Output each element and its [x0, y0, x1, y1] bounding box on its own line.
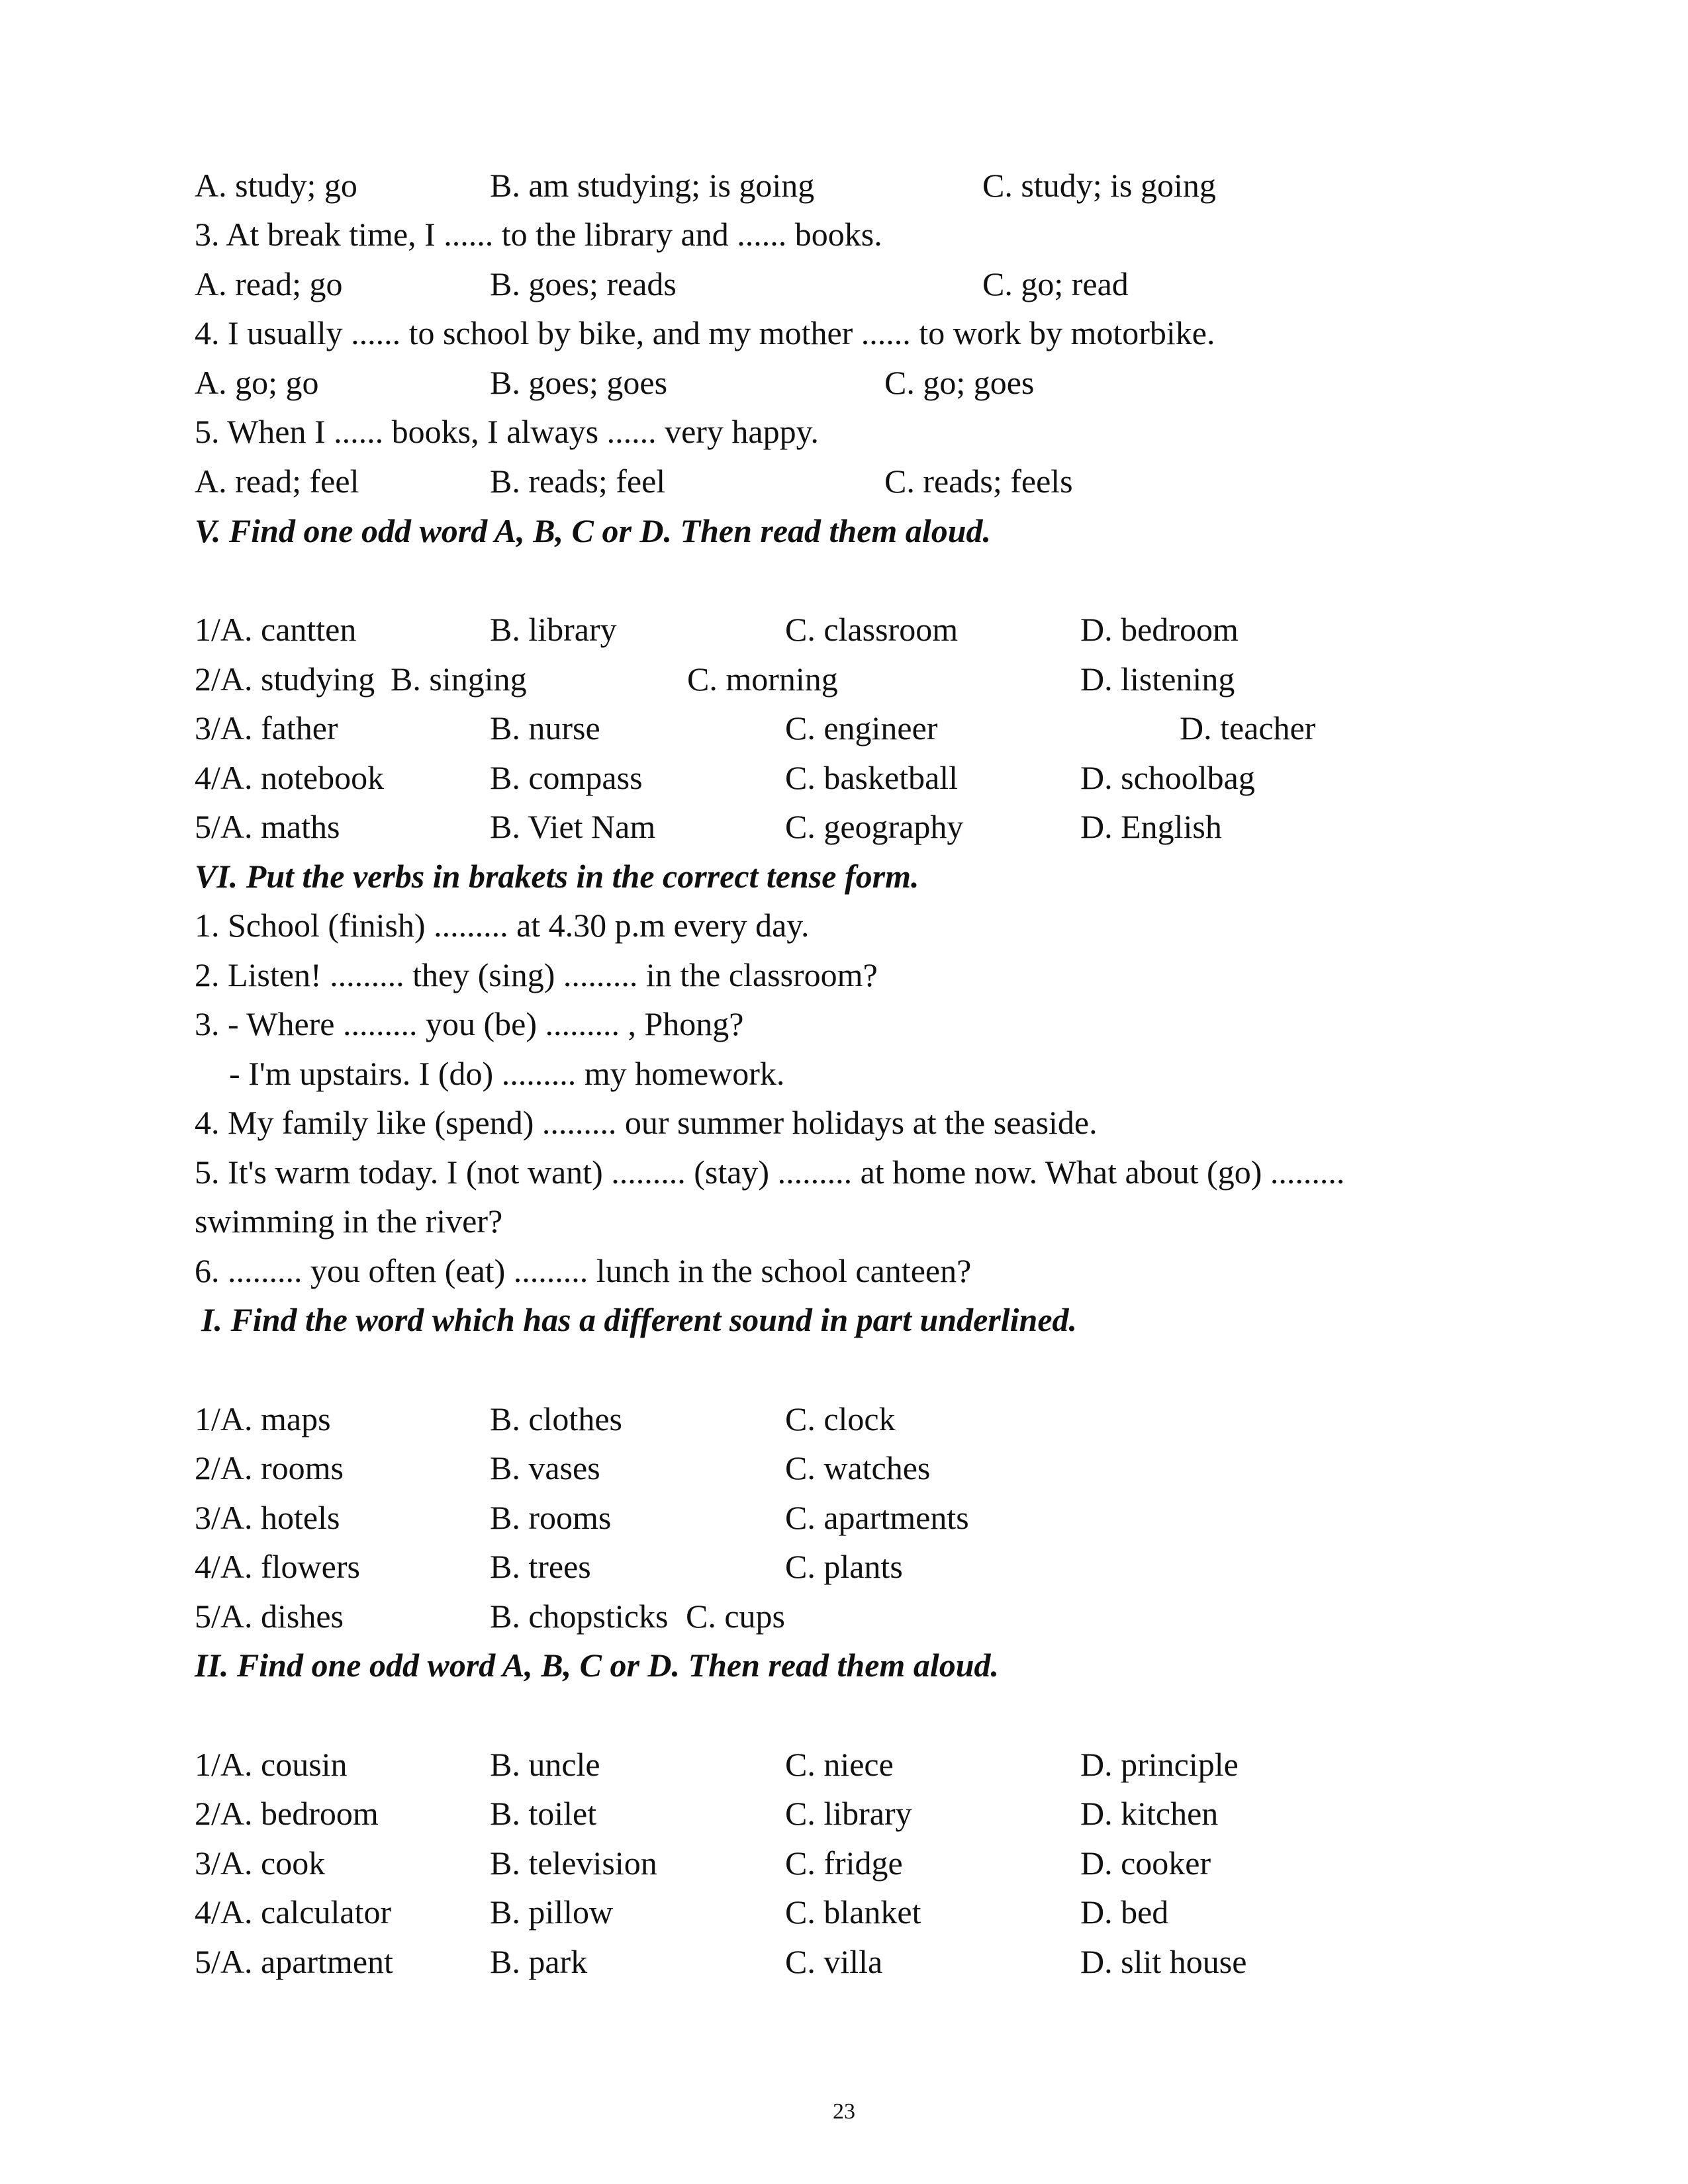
- option-d: D. slit house: [1080, 1943, 1247, 1980]
- heading-text: VI. Put the verbs in brakets in the correct tense form.: [195, 858, 919, 895]
- line-text: 2. Listen! ......... they (sing) ......... in the classroom?: [195, 956, 878, 993]
- option-d: D. schoolbag: [1080, 759, 1255, 796]
- option-d: D. bedroom: [1080, 611, 1239, 648]
- option-d: D. teacher: [1180, 709, 1316, 747]
- option-a: A. read; feel: [195, 463, 359, 500]
- line-text: 4. My family like (spend) ......... our summer holidays at the seaside.: [195, 1104, 1098, 1141]
- option-c: C. geography: [785, 808, 964, 845]
- option-b: B. Viet Nam: [490, 808, 656, 845]
- option-a: 3/A. hotels: [195, 1499, 340, 1536]
- heading-text: II. Find one odd word A, B, C or D. Then read them aloud.: [195, 1647, 1000, 1684]
- option-c: C. library: [785, 1795, 912, 1832]
- option-d: D. English: [1080, 808, 1222, 845]
- option-b: B. pillow: [490, 1893, 614, 1931]
- option-a: 5/A. maths: [195, 808, 340, 845]
- question-text: 4. I usually ...... to school by bike, and my mother ...... to work by motorbike.: [195, 314, 1215, 351]
- option-b: B. clothes: [490, 1400, 622, 1437]
- option-b: B. rooms: [490, 1499, 612, 1536]
- option-d: D. listening: [1080, 660, 1235, 698]
- option-c: C. fridge: [785, 1844, 903, 1882]
- question-text: 3. At break time, I ...... to the library and ...... books.: [195, 216, 882, 253]
- line-text: 1. School (finish) ......... at 4.30 p.m every day.: [195, 907, 810, 944]
- option-b: B. chopsticks: [490, 1598, 669, 1635]
- option-a: 2/A. rooms: [195, 1449, 344, 1486]
- option-c: C. villa: [785, 1943, 883, 1980]
- option-a: 5/A. dishes: [195, 1598, 344, 1635]
- option-b: B. compass: [490, 759, 643, 796]
- option-b: B. goes; reads: [490, 265, 677, 302]
- option-b: B. am studying; is going: [490, 167, 815, 204]
- heading-text: I. Find the word which has a different sound in part underlined.: [201, 1301, 1078, 1338]
- option-b: B. park: [490, 1943, 588, 1980]
- option-b: B. uncle: [490, 1746, 600, 1783]
- option-c: C. go; goes: [884, 364, 1035, 401]
- option-c: C. cups: [686, 1598, 785, 1635]
- option-c: C. reads; feels: [884, 463, 1073, 500]
- option-c: C. study; is going: [982, 167, 1216, 204]
- option-a: 4/A. flowers: [195, 1548, 360, 1585]
- option-b: B. reads; feel: [490, 463, 666, 500]
- option-c: C. niece: [785, 1746, 894, 1783]
- option-b: B. nurse: [490, 709, 600, 747]
- option-b: B. goes; goes: [490, 364, 668, 401]
- option-a: 3/A. cook: [195, 1844, 326, 1882]
- option-c: C. apartments: [785, 1499, 969, 1536]
- line-text: 5. It's warm today. I (not want) ......... (stay) ......... at home now. What about (go) .........: [195, 1154, 1345, 1191]
- option-d: D. kitchen: [1080, 1795, 1219, 1832]
- option-c: C. go; read: [982, 265, 1129, 302]
- option-a: 4/A. calculator: [195, 1893, 392, 1931]
- option-d: D. bed: [1080, 1893, 1169, 1931]
- option-a: 1/A. maps: [195, 1400, 331, 1437]
- option-c: C. classroom: [785, 611, 959, 648]
- option-c: C. clock: [785, 1400, 896, 1437]
- line-text: - I'm upstairs. I (do) ......... my homework.: [229, 1055, 785, 1092]
- option-a: A. go; go: [195, 364, 319, 401]
- option-a: 5/A. apartment: [195, 1943, 393, 1980]
- option-b: B. singing: [391, 660, 527, 698]
- option-c: C. engineer: [785, 709, 938, 747]
- option-a: 4/A. notebook: [195, 759, 385, 796]
- option-b: B. library: [490, 611, 617, 648]
- option-a: 2/A. studying: [195, 660, 375, 698]
- option-c: C. watches: [785, 1449, 931, 1486]
- heading-text: V. Find one odd word A, B, C or D. Then read them aloud.: [195, 512, 992, 549]
- option-b: B. trees: [490, 1548, 591, 1585]
- option-c: C. basketball: [785, 759, 959, 796]
- option-a: A. study; go: [195, 167, 357, 204]
- option-b: B. toilet: [490, 1795, 597, 1832]
- option-d: D. cooker: [1080, 1844, 1211, 1882]
- line-text: swimming in the river?: [195, 1203, 503, 1240]
- option-a: 1/A. cousin: [195, 1746, 348, 1783]
- question-text: 5. When I ...... books, I always ...... very happy.: [195, 413, 819, 450]
- line-text: 3. - Where ......... you (be) ......... , Phong?: [195, 1005, 744, 1042]
- option-a: A. read; go: [195, 265, 343, 302]
- option-b: B. vases: [490, 1449, 600, 1486]
- option-b: B. television: [490, 1844, 657, 1882]
- option-a: 1/A. cantten: [195, 611, 357, 648]
- line-text: 6. ......... you often (eat) ......... lunch in the school canteen?: [195, 1252, 972, 1289]
- option-c: C. morning: [687, 660, 838, 698]
- option-a: 2/A. bedroom: [195, 1795, 379, 1832]
- page-number: 23: [833, 2099, 855, 2124]
- option-a: 3/A. father: [195, 709, 338, 747]
- option-d: D. principle: [1080, 1746, 1239, 1783]
- option-c: C. blanket: [785, 1893, 921, 1931]
- option-c: C. plants: [785, 1548, 903, 1585]
